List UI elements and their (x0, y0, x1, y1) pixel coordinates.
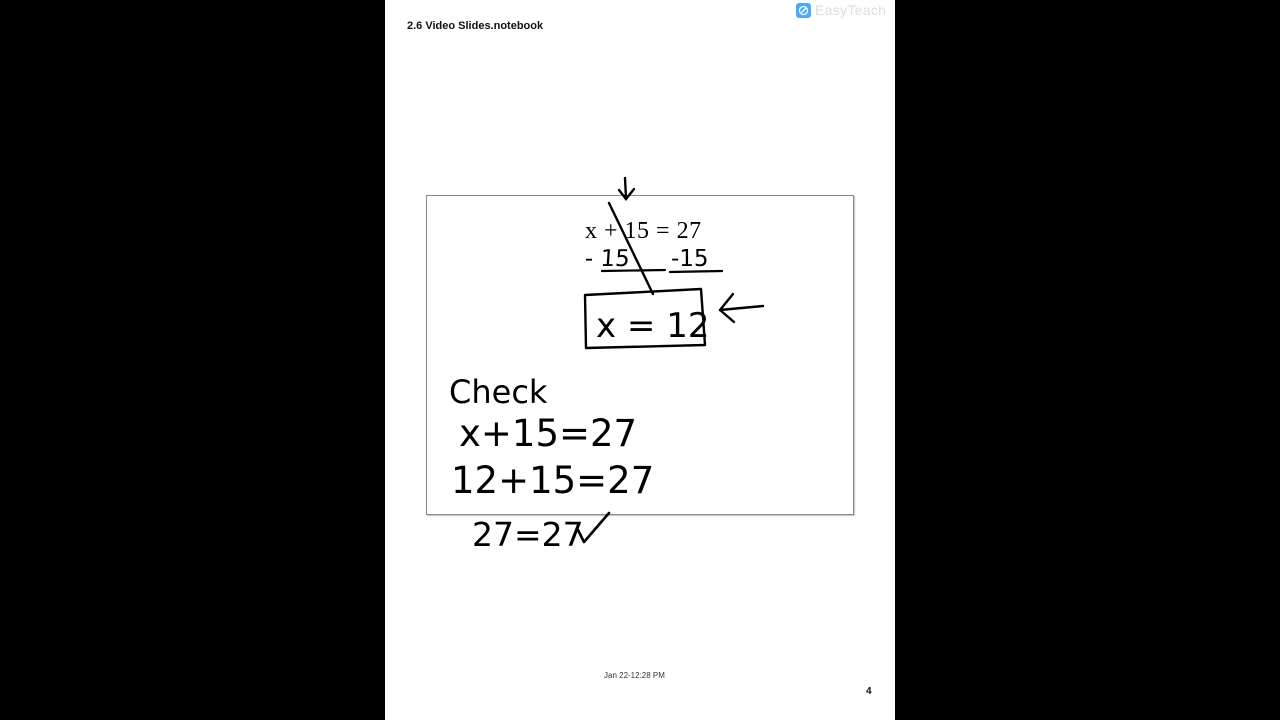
subtract-left: - 15 (583, 246, 631, 272)
subtract-right: -15 (671, 246, 709, 272)
check-label: Check (449, 373, 548, 411)
check-line-2: 12+15=27 (451, 459, 655, 502)
document-title: 2.6 Video Slides.notebook (407, 20, 544, 32)
watermark-text: EasyTeach (815, 2, 887, 18)
solution-text: x = 12 (596, 306, 710, 346)
timestamp: Jan 22-12:28 PM (604, 671, 665, 680)
easyteach-logo-icon (796, 3, 811, 18)
page-number: 4 (866, 686, 872, 697)
check-line-1: x+15=27 (459, 412, 638, 455)
check-line-3: 27=27 (472, 515, 584, 554)
watermark (796, 2, 886, 18)
checkmark-icon (578, 513, 609, 542)
notebook-page (385, 0, 895, 720)
typed-equation: x + 15 = 27 (585, 218, 702, 244)
